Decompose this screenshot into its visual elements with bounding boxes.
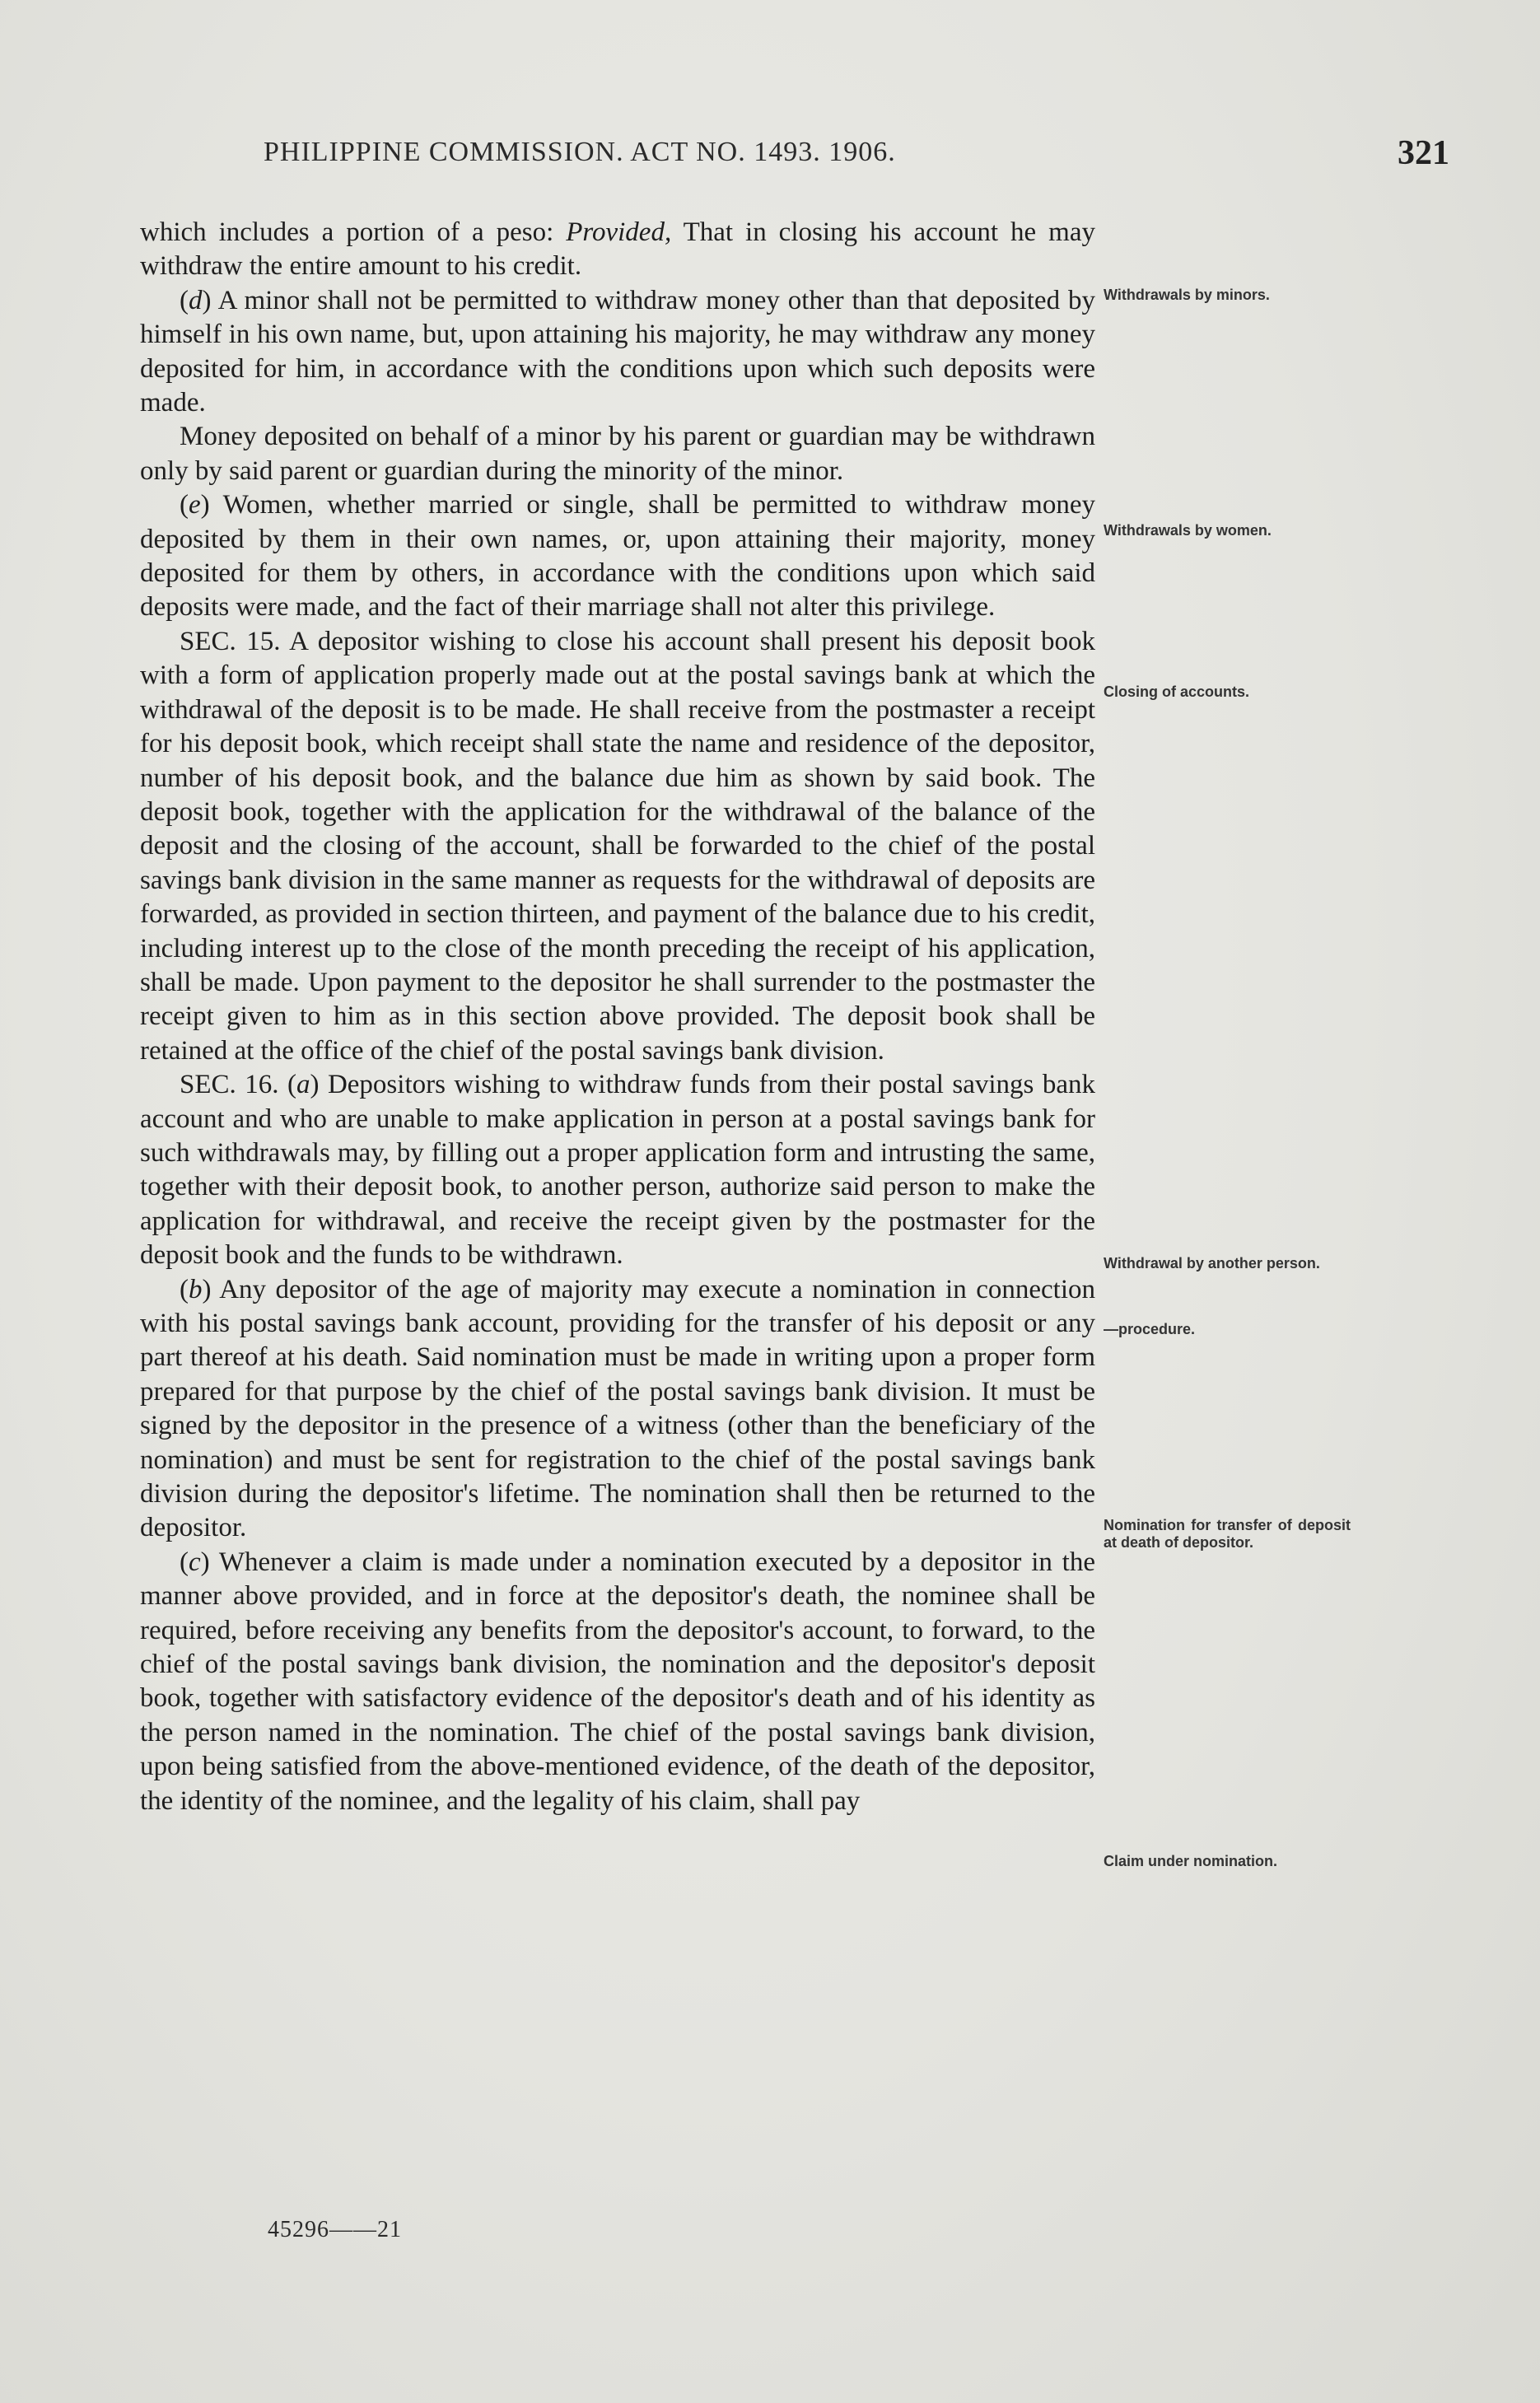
body-text (140, 216, 1095, 1818)
margin-note-claim: Claim under nomination. (1104, 1853, 1278, 1869)
page-header (264, 134, 1449, 186)
page-number: 321 (1398, 134, 1449, 172)
margin-note-closing: Closing of accounts. (1104, 684, 1250, 700)
margin-note-another-person: Withdrawal by another person. (1104, 1255, 1320, 1271)
paragraph-minor-guardian: Money deposited on behalf of a minor by his parent or guardian may be withdrawn only by said parent or guardian during the minority of the minor. (140, 422, 1095, 486)
running-head: PHILIPPINE COMMISSION. ACT NO. 1493. 1906. (264, 137, 896, 167)
paragraph-sec-16-b: (b) Any depositor of the age of majority may execute a nomination in connection with his postal savings bank account, providing for the transfer of his deposit or any part thereof at his death. Said nomination must be made in writing upon a proper form prepared for that purpose by the chief of the postal savings bank division. It must be signed by the depositor in the presence of a witness (other than the beneficiary of the nomination) and must be sent for registration to the chief of the postal savings bank division during the depositor's lifetime. The nomination shall then be returned to the depositor. (140, 1274, 1095, 1543)
paragraph-sec-16-c: (c) Whenever a claim is made under a nomination executed by a depositor in the manner above provided, and in force at the depositor's death, the nominee shall be required, before receiving any benefits from the depositor's account, to forward, to the chief of the postal savings bank division, the nomination and the depositor's deposit book, together with satisfactory evidence of the depositor's death and of his identity as the person named in the nomination. The chief of the postal savings bank division, upon being satisfied from the above-mentioned evidence, of the death of the depositor, the identity of the nominee, and the legality of his claim, shall pay (140, 1547, 1095, 1816)
margin-note-nomination: Nomination for transfer of deposit at death of depositor. (1104, 1517, 1351, 1551)
margin-note-procedure: —procedure. (1104, 1321, 1196, 1337)
paragraph-sec-16-a: SEC. 16. (a) Depositors wishing to withdraw funds from their postal savings bank account and who are unable to make application in person at a postal savings bank for such withdrawals may, by filling out a proper application form and intrusting the same, together with their deposit book, to another person, authorize said person to make the application for withdrawal, and receive the receipt given by the postmaster for the deposit book and the funds to be withdrawn. (140, 1070, 1096, 1271)
signature-mark: 45296——21 (268, 2217, 402, 2242)
paragraph-sec-15: SEC. 15. A depositor wishing to close his account shall present his deposit book with a form of application properly made out at the postal savings bank at which the withdrawal of the deposit is to be made. He shall receive from the postmaster a receipt for his deposit book, which receipt shall state the name and residence of the depositor, number of his deposit book, and the balance due him as shown by said book. The deposit book, together with the application for the withdrawal of the balance of the deposit and the closing of the account, shall be forwarded to the chief of the postal savings bank division in the same manner as requests for the withdrawal of deposits are forwarded, as provided in section thirteen, and payment of the balance due to his credit, including interest up to the close of the month preceding the receipt of his application, shall be made. Upon payment to the depositor he shall surrender to the postmaster the receipt given to him as in this section above provided. The deposit book shall be retained at the office of the chief of the postal savings bank division. (140, 626, 1095, 1066)
margin-note-women: Withdrawals by women. (1104, 522, 1272, 539)
paragraph-e-women: (e) Women, whether married or single, shall be permitted to withdraw money deposited by them in their own names, or, upon attaining their majority, money deposited for them by others, in accordance with the conditions upon which said deposits were made, and the fact of their marriage shall not alter this privilege. (140, 490, 1095, 623)
paragraph-proviso: which includes a portion of a peso: Provided, That in closing his account he may withdraw the entire amount to his credit. (140, 217, 1095, 282)
paragraph-d-minors: (d) A minor shall not be permitted to withdraw money other than that deposited by himself in his own name, but, upon attaining his majority, he may withdraw any money deposited for him, in accordance with the conditions upon which such deposits were made. (140, 285, 1095, 418)
margin-note-minors: Withdrawals by minors. (1104, 287, 1270, 303)
